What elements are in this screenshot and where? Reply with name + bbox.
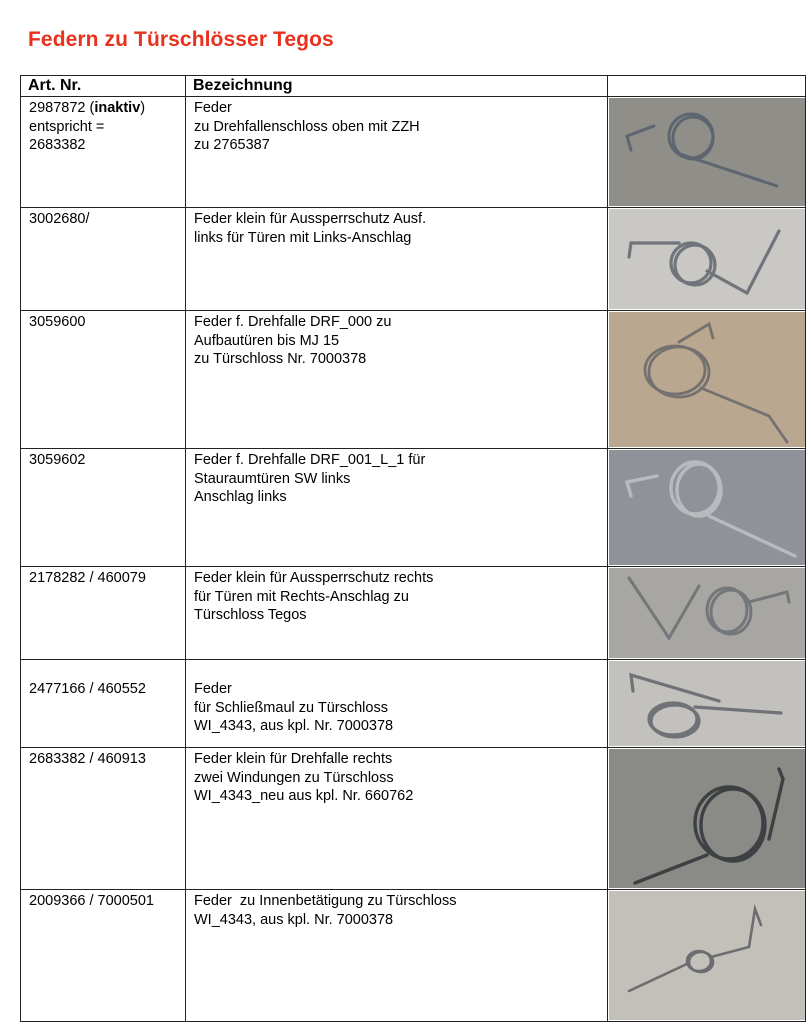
art-nr-line: 3002680/ [29,211,90,227]
art-nr-cell [21,97,186,208]
bezeichnung-cell [186,748,608,890]
page-title: Federn zu Türschlösser Tegos [28,28,334,51]
table-row [21,748,806,890]
spring-photo [609,450,805,565]
art-nr-line: 2009366 / 7000501 [29,893,154,909]
art-nr-cell [21,890,186,1022]
art-nr-cell [21,311,186,449]
table-row [21,97,806,208]
spring-photo [609,891,805,1020]
bezeichnung-cell [186,660,608,748]
table-row [21,449,806,567]
image-cell [608,890,806,1022]
table-row [21,311,806,449]
bezeichnung-line: Feder klein für Aussperrschutz Ausf. [194,211,427,227]
art-nr-paren-open: ( [89,100,95,116]
art-nr-line: 2178282 / 460079 [29,570,146,586]
image-cell [608,97,806,208]
image-cell [608,311,806,449]
bezeichnung-line: für Türen mit Rechts-Anschlag zu [194,588,409,605]
image-cell [608,660,806,748]
art-nr-line: entspricht = [29,118,105,135]
bezeichnung-line: WI_4343, aus kpl. Nr. 7000378 [194,718,394,734]
table-row [21,208,806,311]
bezeichnung-line: WI_4343_neu aus kpl. Nr. 660762 [194,788,414,804]
parts-table [20,75,806,1022]
bezeichnung-line: Aufbautüren bis MJ 15 [194,332,340,349]
bezeichnung-line: Türschloss Tegos [194,607,307,623]
bezeichnung-cell [186,311,608,449]
image-cell [608,748,806,890]
bezeichnung-cell [186,208,608,311]
bezeichnung-line: zu 2765387 [194,137,270,153]
bezeichnung-line: zwei Windungen zu Türschloss [194,769,394,786]
art-nr-line: 3059600 [29,314,86,330]
art-nr-line: 3059602 [29,452,86,468]
bezeichnung-line: WI_4343, aus kpl. Nr. 7000378 [194,911,394,928]
bezeichnung-line: Feder klein für Aussperrschutz rechts [194,570,434,586]
bezeichnung-line: Feder [194,681,232,697]
art-nr-cell [21,567,186,660]
table-row [21,890,806,1022]
bezeichnung-line: zu Drehfallenschloss oben mit ZZH [194,118,420,135]
bezeichnung-cell [186,890,608,1022]
bezeichnung-line: Feder f. Drehfalle DRF_001_L_1 für [194,452,426,468]
art-nr-cell [21,208,186,311]
image-cell [608,208,806,311]
bezeichnung-line: Feder [194,100,232,116]
bezeichnung-line: Feder zu Innenbetätigung zu Türschloss [194,893,457,909]
spring-photo [609,749,805,888]
table-row [21,567,806,660]
art-nr-cell [21,748,186,890]
art-nr-paren-close: ) [140,100,146,116]
image-cell [608,567,806,660]
image-cell [608,449,806,567]
bezeichnung-line: zu Türschloss Nr. 7000378 [194,351,367,367]
table-header-row [21,76,806,97]
bezeichnung-line: Feder f. Drehfalle DRF_000 zu [194,314,392,330]
art-nr-line: 2683382 / 460913 [29,751,146,767]
art-nr-line: 2477166 / 460552 [29,681,146,697]
header-bezeichnung: Bezeichnung [186,76,608,97]
art-nr-cell [21,660,186,748]
spring-photo [609,568,805,658]
bezeichnung-cell [186,567,608,660]
bezeichnung-line: Feder klein für Drehfalle rechts [194,751,393,767]
art-nr-number: 2987872 [29,100,90,116]
header-image [608,76,806,97]
spring-photo [609,209,805,309]
spring-photo [609,312,805,447]
bezeichnung-cell [186,449,608,567]
bezeichnung-cell [186,97,608,208]
spring-photo [609,98,805,206]
header-art-nr: Art. Nr. [21,76,186,97]
bezeichnung-line: für Schließmaul zu Türschloss [194,699,388,716]
inactive-label: inaktiv [94,100,141,116]
bezeichnung-line: links für Türen mit Links-Anschlag [194,229,412,246]
art-nr-line: 2683382 [29,137,86,153]
bezeichnung-line: Anschlag links [194,489,287,505]
art-nr-cell [21,449,186,567]
table-row [21,660,806,748]
bezeichnung-line: Stauraumtüren SW links [194,470,351,487]
spring-photo [609,661,805,746]
